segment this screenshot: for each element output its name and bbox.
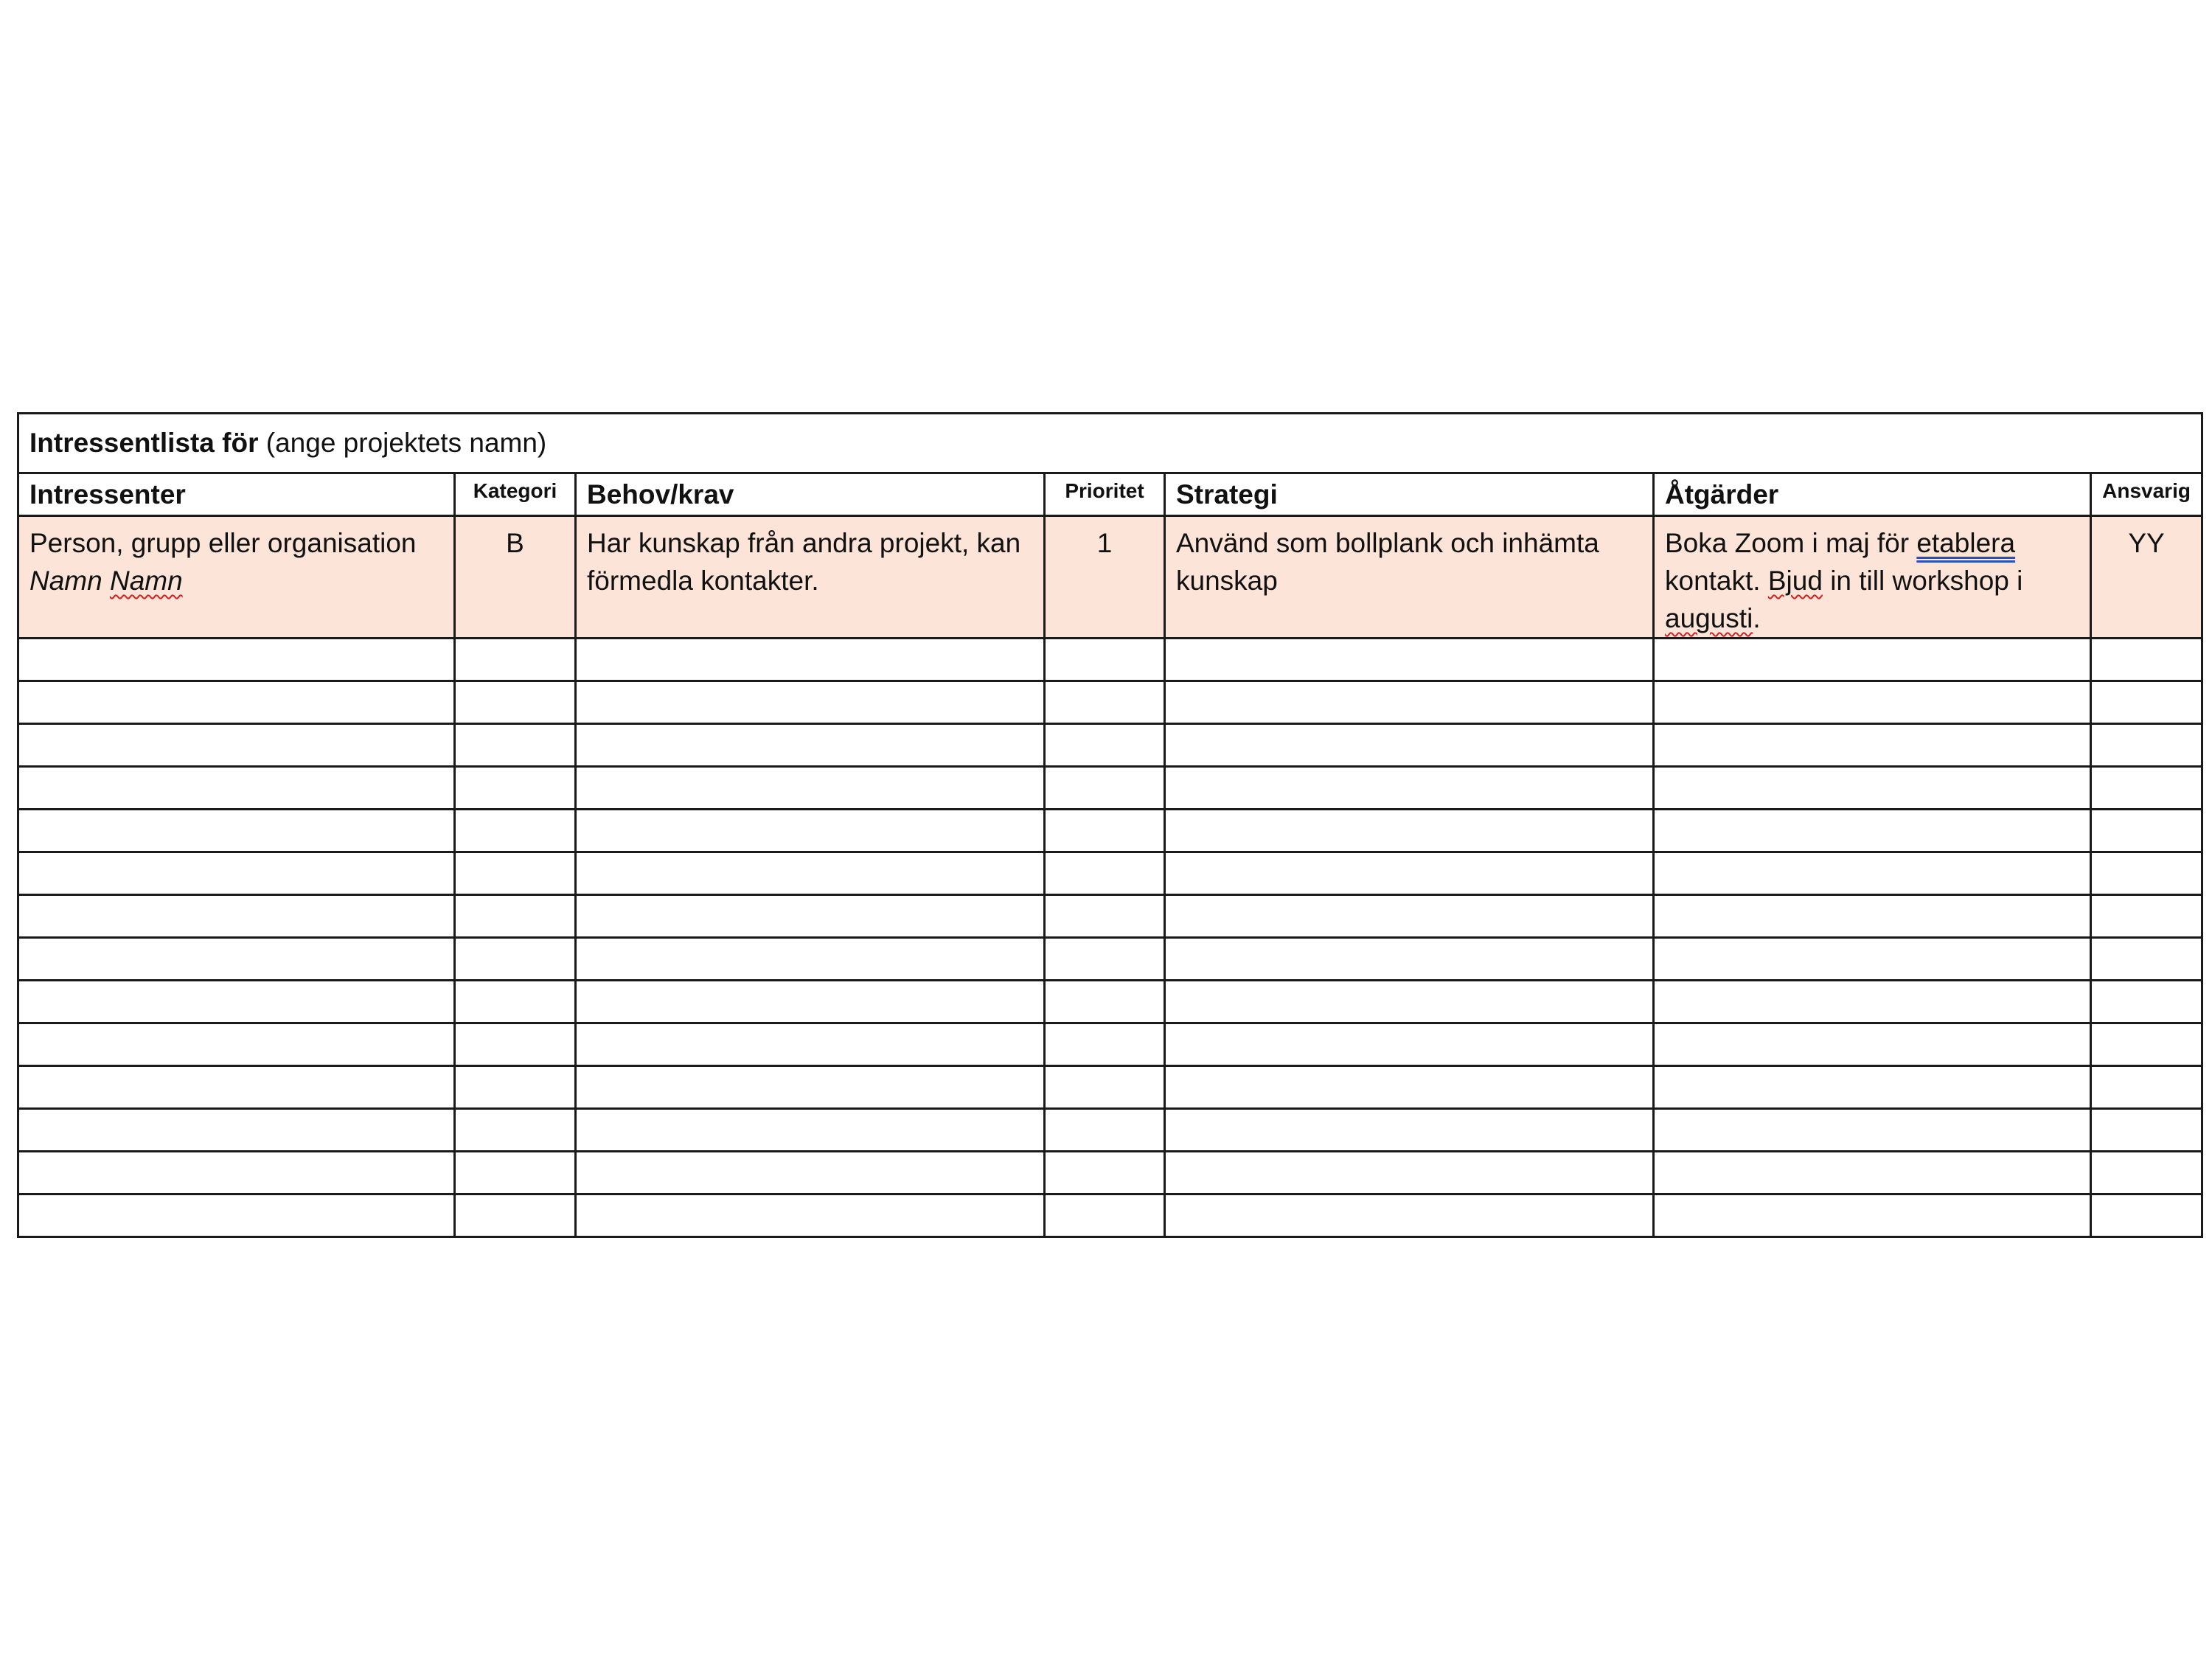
- empty-cell-kategori[interactable]: [455, 852, 576, 895]
- table-row: [18, 810, 2202, 852]
- empty-cell-prioritet[interactable]: [1045, 681, 1165, 724]
- atgarder-text-c: kontakt.: [1665, 566, 1761, 596]
- empty-cell-behov[interactable]: [576, 724, 1045, 767]
- empty-cell-strategi[interactable]: [1165, 1152, 1654, 1194]
- atgarder-text-b: etablera: [1916, 528, 2016, 558]
- empty-cell-prioritet[interactable]: [1045, 852, 1165, 895]
- empty-cell-strategi[interactable]: [1165, 1066, 1654, 1109]
- empty-cell-prioritet[interactable]: [1045, 724, 1165, 767]
- cell-strategi[interactable]: Använd som bollplank och inhämta kunskap: [1165, 516, 1654, 639]
- empty-cell-prioritet[interactable]: [1045, 938, 1165, 981]
- empty-cell-ansvarig[interactable]: [2091, 810, 2202, 852]
- header-behov[interactable]: Behov/krav: [576, 473, 1045, 516]
- header-prioritet[interactable]: Prioritet: [1045, 473, 1165, 516]
- empty-cell-ansvarig[interactable]: [2091, 1152, 2202, 1194]
- empty-cell-intressent[interactable]: [18, 681, 455, 724]
- empty-cell-strategi[interactable]: [1165, 1109, 1654, 1152]
- cell-prioritet[interactable]: 1: [1045, 516, 1165, 639]
- empty-cell-atgarder[interactable]: [1654, 767, 2091, 810]
- empty-cell-intressent[interactable]: [18, 1194, 455, 1237]
- empty-cell-behov[interactable]: [576, 1109, 1045, 1152]
- table-row: [18, 681, 2202, 724]
- intressent-name-first: Namn: [29, 566, 102, 596]
- cell-intressent[interactable]: [18, 516, 455, 639]
- empty-cell-strategi[interactable]: [1165, 724, 1654, 767]
- stakeholder-table: [17, 412, 2203, 1238]
- empty-cell-prioritet[interactable]: [1045, 1023, 1165, 1066]
- empty-cell-behov[interactable]: [576, 767, 1045, 810]
- empty-cell-kategori[interactable]: [455, 1109, 576, 1152]
- empty-cell-ansvarig[interactable]: [2091, 1066, 2202, 1109]
- table-row: [18, 1023, 2202, 1066]
- empty-cell-intressent[interactable]: [18, 1109, 455, 1152]
- empty-cell-kategori[interactable]: [455, 681, 576, 724]
- empty-cell-atgarder[interactable]: [1654, 1152, 2091, 1194]
- empty-cell-atgarder[interactable]: [1654, 810, 2091, 852]
- empty-cell-behov[interactable]: [576, 639, 1045, 681]
- cell-ansvarig[interactable]: YY: [2091, 516, 2202, 639]
- empty-cell-strategi[interactable]: [1165, 981, 1654, 1023]
- atgarder-text-g: .: [1753, 603, 1761, 633]
- atgarder-text-d: Bjud: [1767, 566, 1823, 596]
- empty-cell-intressent[interactable]: [18, 938, 455, 981]
- empty-cell-intressent[interactable]: [18, 895, 455, 938]
- empty-cell-prioritet[interactable]: [1045, 1152, 1165, 1194]
- empty-cell-kategori[interactable]: [455, 1023, 576, 1066]
- empty-cell-intressent[interactable]: [18, 981, 455, 1023]
- cell-behov[interactable]: Har kunskap från andra projekt, kan förmedla kontakter.: [576, 516, 1045, 639]
- empty-cell-ansvarig[interactable]: [2091, 1109, 2202, 1152]
- empty-cell-ansvarig[interactable]: [2091, 895, 2202, 938]
- empty-cell-kategori[interactable]: [455, 1194, 576, 1237]
- empty-cell-ansvarig[interactable]: [2091, 852, 2202, 895]
- empty-cell-kategori[interactable]: [455, 767, 576, 810]
- empty-cell-intressent[interactable]: [18, 639, 455, 681]
- empty-cell-kategori[interactable]: [455, 981, 576, 1023]
- intressent-name-last: Namn: [109, 566, 183, 596]
- empty-cell-kategori[interactable]: [455, 724, 576, 767]
- table-row: [18, 1152, 2202, 1194]
- empty-cell-behov[interactable]: [576, 810, 1045, 852]
- table-row: [18, 516, 2202, 639]
- empty-cell-intressent[interactable]: [18, 810, 455, 852]
- table-row: [18, 1066, 2202, 1109]
- table-row: [18, 767, 2202, 810]
- empty-cell-atgarder[interactable]: [1654, 724, 2091, 767]
- empty-cell-atgarder[interactable]: [1654, 681, 2091, 724]
- empty-cell-ansvarig[interactable]: [2091, 1194, 2202, 1237]
- atgarder-text-a: Boka Zoom i maj för: [1665, 528, 1910, 558]
- empty-cell-atgarder[interactable]: [1654, 981, 2091, 1023]
- cell-kategori[interactable]: B: [455, 516, 576, 639]
- table-title-rest: (ange projektets namn): [265, 428, 547, 458]
- empty-cell-intressent[interactable]: [18, 852, 455, 895]
- table-title-row: [18, 414, 2202, 473]
- empty-cell-ansvarig[interactable]: [2091, 981, 2202, 1023]
- empty-cell-prioritet[interactable]: [1045, 1194, 1165, 1237]
- empty-cell-prioritet[interactable]: [1045, 639, 1165, 681]
- empty-cell-prioritet[interactable]: [1045, 767, 1165, 810]
- empty-cell-prioritet[interactable]: [1045, 895, 1165, 938]
- table-row: [18, 852, 2202, 895]
- table-header-row: [18, 473, 2202, 516]
- empty-cell-kategori[interactable]: [455, 1152, 576, 1194]
- table-row: [18, 895, 2202, 938]
- empty-cell-kategori[interactable]: [455, 895, 576, 938]
- empty-cell-strategi[interactable]: [1165, 852, 1654, 895]
- empty-cell-atgarder[interactable]: [1654, 1109, 2091, 1152]
- empty-cell-behov[interactable]: [576, 1066, 1045, 1109]
- empty-cell-behov[interactable]: [576, 895, 1045, 938]
- empty-cell-behov[interactable]: [576, 938, 1045, 981]
- empty-cell-strategi[interactable]: [1165, 639, 1654, 681]
- table-row: [18, 938, 2202, 981]
- empty-cell-strategi[interactable]: [1165, 938, 1654, 981]
- empty-cell-prioritet[interactable]: [1045, 981, 1165, 1023]
- empty-cell-strategi[interactable]: [1165, 810, 1654, 852]
- header-kategori[interactable]: Kategori: [455, 473, 576, 516]
- empty-cell-strategi[interactable]: [1165, 895, 1654, 938]
- atgarder-text-f: augusti: [1665, 603, 1753, 633]
- header-strategi[interactable]: Strategi: [1165, 473, 1654, 516]
- empty-cell-prioritet[interactable]: [1045, 810, 1165, 852]
- table-row: [18, 981, 2202, 1023]
- intressent-description: Person, grupp eller organisation: [29, 528, 417, 558]
- empty-cell-intressent[interactable]: [18, 1023, 455, 1066]
- empty-cell-behov[interactable]: [576, 1023, 1045, 1066]
- header-atgarder[interactable]: Åtgärder: [1654, 473, 2091, 516]
- empty-cell-intressent[interactable]: [18, 1152, 455, 1194]
- table-title-bold: Intressentlista för: [29, 428, 259, 458]
- empty-cell-atgarder[interactable]: [1654, 895, 2091, 938]
- empty-cell-strategi[interactable]: [1165, 681, 1654, 724]
- empty-cell-ansvarig[interactable]: [2091, 639, 2202, 681]
- empty-cell-kategori[interactable]: [455, 639, 576, 681]
- empty-cell-kategori[interactable]: [455, 1066, 576, 1109]
- header-ansvarig[interactable]: Ansvarig: [2091, 473, 2202, 516]
- empty-cell-ansvarig[interactable]: [2091, 1023, 2202, 1066]
- empty-cell-ansvarig[interactable]: [2091, 724, 2202, 767]
- empty-cell-atgarder[interactable]: [1654, 938, 2091, 981]
- header-intressenter[interactable]: Intressenter: [18, 473, 455, 516]
- empty-cell-behov[interactable]: [576, 852, 1045, 895]
- table-row: [18, 1194, 2202, 1237]
- empty-cell-behov[interactable]: [576, 1152, 1045, 1194]
- empty-cell-atgarder[interactable]: [1654, 1194, 2091, 1237]
- table-row: [18, 1109, 2202, 1152]
- empty-cell-atgarder[interactable]: [1654, 1066, 2091, 1109]
- empty-cell-behov[interactable]: [576, 681, 1045, 724]
- empty-rows: [18, 639, 2202, 1237]
- empty-cell-strategi[interactable]: [1165, 767, 1654, 810]
- cell-atgarder[interactable]: [1654, 516, 2091, 639]
- empty-cell-ansvarig[interactable]: [2091, 767, 2202, 810]
- table-row: [18, 639, 2202, 681]
- empty-cell-ansvarig[interactable]: [2091, 938, 2202, 981]
- empty-cell-atgarder[interactable]: [1654, 639, 2091, 681]
- atgarder-text-e: in till workshop i: [1830, 566, 2023, 596]
- empty-cell-intressent[interactable]: [18, 1066, 455, 1109]
- empty-cell-kategori[interactable]: [455, 938, 576, 981]
- empty-cell-ansvarig[interactable]: [2091, 681, 2202, 724]
- empty-cell-intressent[interactable]: [18, 767, 455, 810]
- empty-cell-intressent[interactable]: [18, 724, 455, 767]
- empty-cell-prioritet[interactable]: [1045, 1109, 1165, 1152]
- empty-cell-prioritet[interactable]: [1045, 1066, 1165, 1109]
- empty-cell-behov[interactable]: [576, 981, 1045, 1023]
- intressent-name: [29, 562, 443, 599]
- empty-cell-atgarder[interactable]: [1654, 1023, 2091, 1066]
- table-row: [18, 724, 2202, 767]
- empty-cell-strategi[interactable]: [1165, 1023, 1654, 1066]
- table-title[interactable]: [18, 414, 2202, 473]
- empty-cell-behov[interactable]: [576, 1194, 1045, 1237]
- empty-cell-strategi[interactable]: [1165, 1194, 1654, 1237]
- empty-cell-kategori[interactable]: [455, 810, 576, 852]
- empty-cell-atgarder[interactable]: [1654, 852, 2091, 895]
